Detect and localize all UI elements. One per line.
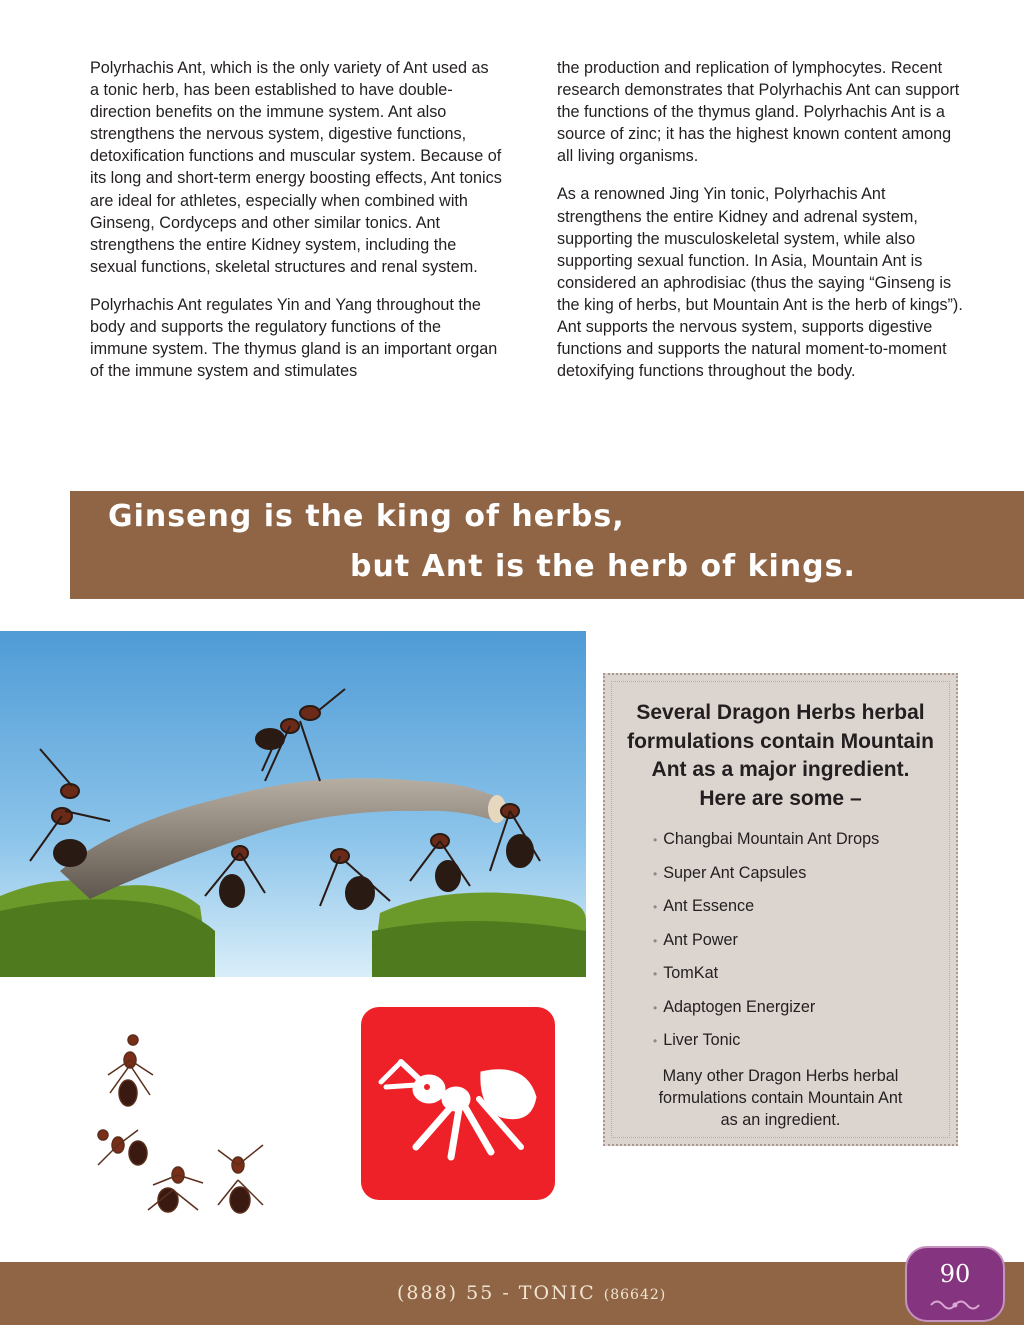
small-ants-photo — [78, 1015, 288, 1230]
quote-line-2: but Ant is the herb of kings. — [350, 549, 856, 584]
product-name: Changbai Mountain Ant Drops — [663, 830, 880, 848]
list-item — [653, 896, 879, 930]
article-left-column — [90, 57, 502, 398]
product-name: Liver Tonic — [663, 1031, 741, 1049]
article-right-column — [557, 57, 969, 398]
bullet-icon: • — [653, 866, 658, 881]
ants-on-branch-photo — [0, 631, 586, 977]
product-name: Adaptogen Energizer — [663, 997, 816, 1016]
product-name: Ant Essence — [663, 897, 755, 915]
article-paragraph: Polyrhachis Ant regulates Yin and Yang throughout the body and supports the regulatory functions of the immune system. The thymus gland is an important organ of the immune system and stimulates — [90, 295, 498, 381]
footer-phone — [397, 1282, 666, 1304]
list-item — [653, 963, 879, 997]
quote-banner — [70, 491, 1024, 599]
product-name: TomKat — [663, 964, 719, 982]
list-item — [653, 997, 879, 1031]
sidebar-title-line: formulations contain Mountain — [627, 729, 934, 753]
bullet-icon: • — [653, 833, 658, 847]
bullet-icon: • — [653, 967, 658, 981]
article-paragraph: As a renowned Jing Yin tonic, Polyrhachis Ant strengthens the entire Kidney and adrenal system, supporting the musculoskeletal system, while also supporting sexual function. In Asia, Mountain Ant is considered an aphrodisiac (thus the saying “Ginseng is the king of herbs, but Mountain Ant is the herb of kings”). Ant supports the nervous system, supports digestive functions and supports the natural moment-to-moment detoxifying functions throughout the body. — [557, 185, 963, 381]
sidebar-note-line: Many other Dragon Herbs herbal — [662, 1067, 899, 1085]
article-paragraph: Polyrhachis Ant, which is the only variety of Ant used as a tonic herb, has been established to have double-direction benefits on the immune system. Ant also strengthens the nervous system, digestive functions, detoxification functions and muscular system. Because of its long and short-term energy boosting effects, Ant tonics are ideal for athletes, especially when combined with Ginseng, Cordyceps and other similar tonics. Ant strengthens the entire Kidney system, including the sexual functions, skeletal structures and renal system. — [90, 59, 502, 276]
page-number: 90 — [939, 1260, 971, 1288]
list-item — [653, 863, 879, 897]
bullet-icon: • — [653, 900, 658, 914]
bullet-icon: • — [653, 1000, 658, 1015]
product-list-sidebar — [603, 673, 958, 1146]
page-footer — [0, 1262, 1024, 1325]
sidebar-title — [605, 699, 956, 813]
bullet-icon: • — [653, 933, 658, 948]
sidebar-title-line: Ant as a major ingredient. — [651, 758, 910, 781]
sidebar-note-line: as an ingredient. — [720, 1111, 841, 1129]
sidebar-title-line: Here are some – — [699, 786, 862, 810]
product-name: Ant Power — [663, 930, 738, 949]
sidebar-title-line: Several Dragon Herbs herbal — [636, 701, 925, 724]
sidebar-note-line: formulations contain Mountain Ant — [658, 1089, 903, 1107]
sidebar-note — [605, 1065, 956, 1131]
list-item — [653, 930, 879, 964]
product-name: Super Ant Capsules — [663, 863, 807, 882]
ant-logo-icon — [361, 1007, 555, 1200]
quote-line-1: Ginseng is the king of herbs, — [108, 499, 625, 534]
product-list — [653, 829, 879, 1064]
list-item — [653, 829, 879, 863]
bullet-icon: • — [653, 1034, 658, 1048]
article-paragraph: the production and replication of lymphocytes. Recent research demonstrates that Polyrhachis Ant can support the functions of the thymus gland. Polyrhachis Ant is a source of zinc; it has the highest known content among all living organisms. — [557, 59, 960, 166]
phone-number: (888) 55 - TONIC — [397, 1282, 596, 1304]
list-item — [653, 1030, 879, 1064]
page-number-badge — [905, 1246, 1005, 1322]
phone-digits: (86642) — [603, 1287, 667, 1303]
ornament-icon — [927, 1296, 983, 1314]
